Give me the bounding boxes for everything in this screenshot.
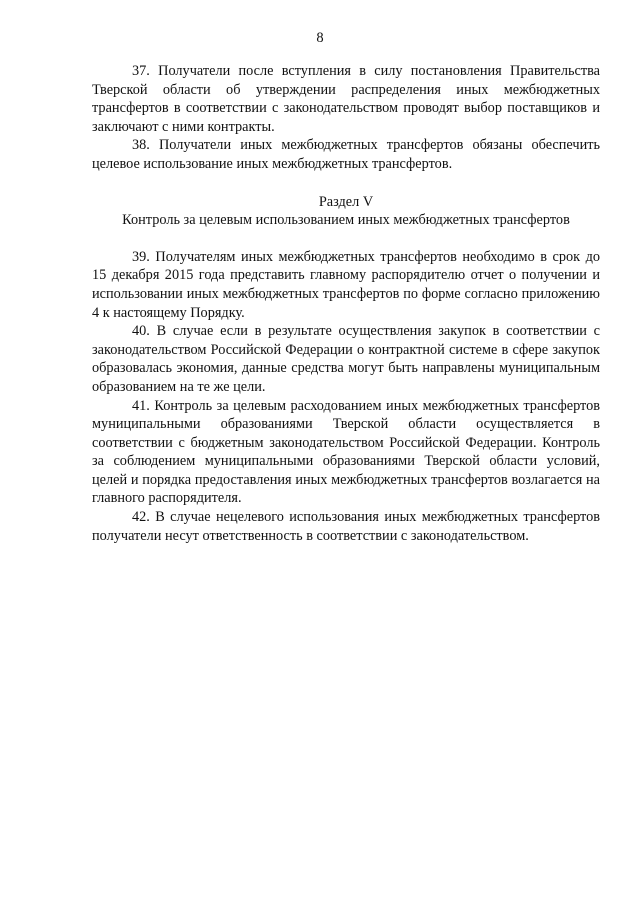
paragraph-38: 38. Получатели иных межбюджетных трансфертов обязаны обеспечить целевое использование иных межбюджетных трансфертов. [92,137,600,172]
paragraph-42: 42. В случае нецелевого использования иных межбюджетных трансфертов получатели несут ответственность в соответствии с законодательством. [92,509,600,544]
section-heading [92,193,600,230]
paragraph-40: 40. В случае если в результате осуществления закупок в соответствии с законодательством Российской Федерации о контрактной системе в сфере закупок образовалась экономия, данные средства могут быть направлены муниципальным образованием на те же цели. [92,323,600,395]
page-number: 8 [316,30,324,46]
document-body [92,62,600,545]
section-subtitle: Контроль за целевым использованием иных межбюджетных трансфертов [122,212,570,229]
section-title: Раздел V [318,193,374,210]
paragraph-37: 37. Получатели после вступления в силу постановления Правительства Тверской области об утверждении распределения иных межбюджетных трансфертов в соответствии с законодательством проводят выбор поставщиков и заключают с ними контракты. [92,63,600,135]
paragraph-39: 39. Получателям иных межбюджетных трансфертов необходимо в срок до 15 декабря 2015 года представить главному распорядителю отчет о получении и использовании иных межбюджетных трансфертов по форме согласно приложению 4 к настоящему Порядку. [92,248,600,321]
paragraph-41: 41. Контроль за целевым расходованием иных межбюджетных трансфертов муниципальными образованиями Тверской области осуществляется в соответствии с бюджетным законодательством Российской Федерации. Контроль за соблюдением муниципальными образованиями Тверской области условий, целей и порядка предоставления иных межбюджетных трансфертов возлагается на главного распорядителя. [92,397,600,507]
